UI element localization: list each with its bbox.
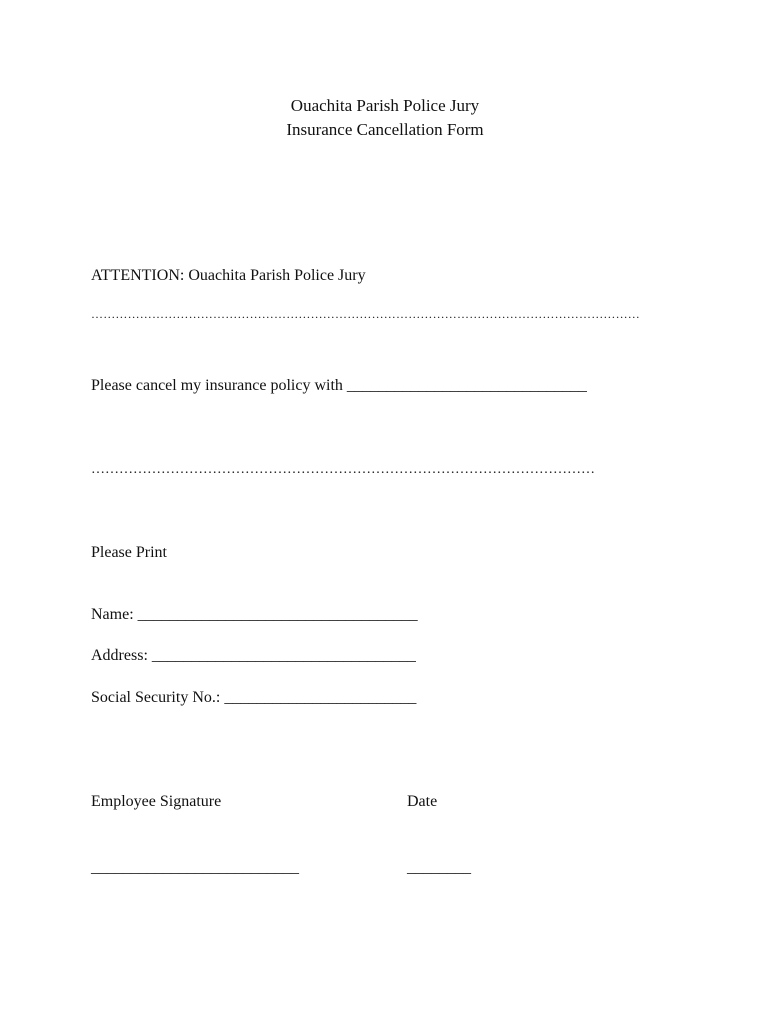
cancel-statement-field[interactable]: Please cancel my insurance policy with ______________________________	[91, 377, 587, 394]
date-field[interactable]: ________	[407, 859, 471, 876]
signature-field[interactable]: __________________________	[91, 859, 299, 876]
date-label: Date	[407, 793, 438, 810]
dotted-separator-1: ………………………………………………………………………………………………………………………	[91, 307, 640, 321]
attention-line: ATTENTION: Ouachita Parish Police Jury	[91, 267, 366, 284]
signature-label: Employee Signature	[91, 793, 222, 810]
form-title: Insurance Cancellation Form	[286, 120, 484, 139]
name-field[interactable]: Name: ___________________________________	[91, 606, 418, 623]
address-field[interactable]: Address: _________________________________	[91, 647, 416, 664]
form-title-organization: Ouachita Parish Police Jury	[290, 96, 480, 115]
please-print-label: Please Print	[91, 544, 167, 561]
dotted-separator-2: ………………………………………………………………………………………………	[91, 462, 595, 477]
ssn-field[interactable]: Social Security No.: ________________________	[91, 689, 417, 706]
